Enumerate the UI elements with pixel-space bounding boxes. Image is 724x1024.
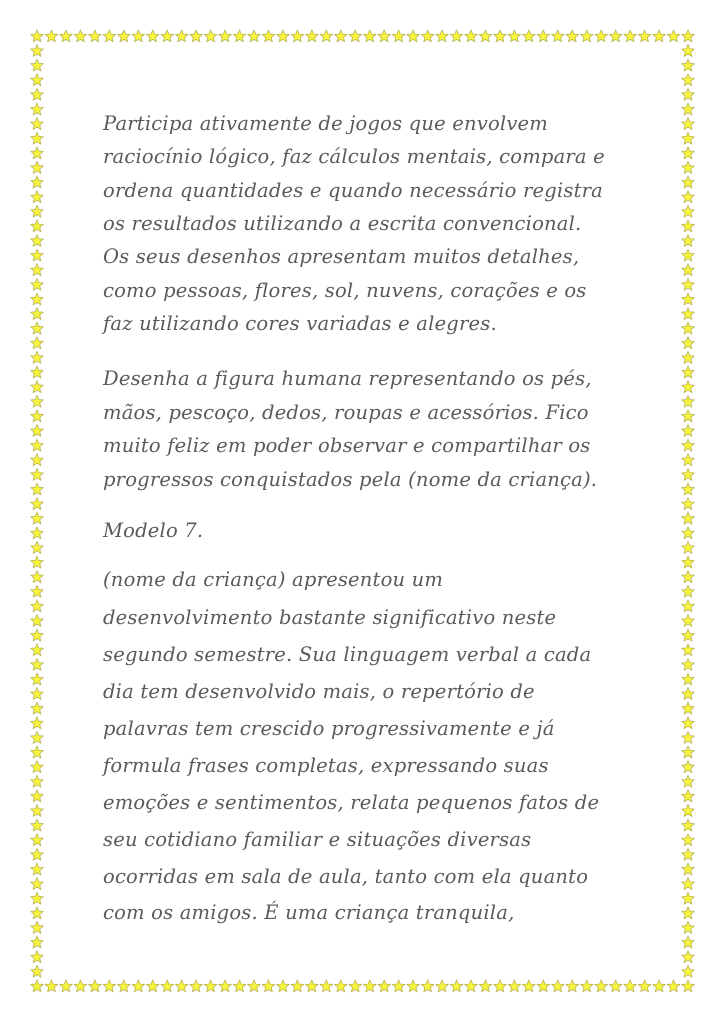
star-icon <box>682 395 695 407</box>
star-icon <box>89 30 102 42</box>
star-icon <box>609 30 622 42</box>
star-icon <box>682 834 695 846</box>
star-icon <box>31 878 44 890</box>
star-icon <box>682 629 695 641</box>
star-icon <box>31 351 44 363</box>
text-line: ordena quantidades e quando necessário registra <box>103 179 603 202</box>
star-icon <box>682 264 695 276</box>
star-icon <box>31 541 44 553</box>
star-icon <box>89 980 102 992</box>
star-icon <box>682 571 695 583</box>
star-icon <box>31 88 44 100</box>
star-icon <box>682 293 695 305</box>
star-icon <box>682 848 695 860</box>
text-line: como pessoas, flores, sol, nuvens, corações e os <box>103 279 587 302</box>
star-icon <box>31 644 44 656</box>
star-icon <box>682 366 695 378</box>
star-icon <box>349 30 362 42</box>
star-icon <box>190 30 203 42</box>
star-icon <box>31 220 44 232</box>
star-icon <box>638 980 651 992</box>
star-icon <box>580 980 593 992</box>
star-icon <box>175 30 188 42</box>
star-icon <box>31 366 44 378</box>
star-icon <box>31 454 44 466</box>
star-icon <box>682 45 695 57</box>
star-icon <box>609 980 622 992</box>
star-icon <box>682 147 695 159</box>
star-icon <box>349 980 362 992</box>
star-icon <box>682 600 695 612</box>
star-icon <box>682 688 695 700</box>
star-icon <box>31 819 44 831</box>
star-icon <box>682 88 695 100</box>
star-icon <box>682 103 695 115</box>
star-icon <box>31 293 44 305</box>
text-line: dia tem desenvolvido mais, o repertório de <box>103 680 535 703</box>
star-icon <box>31 439 44 451</box>
star-icon <box>31 322 44 334</box>
star-icon <box>31 951 44 963</box>
star-icon <box>175 980 188 992</box>
star-icon <box>306 980 319 992</box>
star-icon <box>682 59 695 71</box>
star-icon <box>479 980 492 992</box>
star-icon <box>682 308 695 320</box>
star-icon <box>682 658 695 670</box>
star-icon <box>682 468 695 480</box>
star-icon <box>31 585 44 597</box>
star-icon <box>45 30 58 42</box>
star-icon <box>682 527 695 539</box>
star-icon <box>306 30 319 42</box>
star-icon <box>31 731 44 743</box>
star-icon <box>74 30 87 42</box>
star-icon <box>682 322 695 334</box>
star-icon <box>682 790 695 802</box>
star-icon <box>248 30 261 42</box>
star-icon <box>407 30 420 42</box>
text-line: ocorridas em sala de aula, tanto com ela quanto <box>103 865 589 888</box>
star-icon <box>219 980 232 992</box>
star-icon <box>233 30 246 42</box>
star-icon <box>421 980 434 992</box>
star-icon <box>31 235 44 247</box>
star-icon <box>204 980 217 992</box>
star-icon <box>146 980 159 992</box>
star-icon <box>31 936 44 948</box>
star-icon <box>31 483 44 495</box>
star-icon <box>682 351 695 363</box>
star-icon <box>682 878 695 890</box>
text-line: mãos, pescoço, dedos, roupas e acessórios. Fico <box>103 401 589 424</box>
star-icon <box>190 980 203 992</box>
star-icon <box>682 118 695 130</box>
star-icon <box>508 980 521 992</box>
star-icon <box>31 702 44 714</box>
star-icon <box>291 980 304 992</box>
star-icon <box>31 410 44 422</box>
star-icon <box>31 249 44 261</box>
star-icon <box>682 644 695 656</box>
text-line: emoções e sentimentos, relata pequenos fatos de <box>103 791 600 814</box>
star-icon <box>392 30 405 42</box>
star-icon <box>31 59 44 71</box>
star-icon <box>146 30 159 42</box>
text-line: Desenha a figura humana representando os pés, <box>103 367 592 390</box>
star-icon <box>552 30 565 42</box>
star-icon <box>277 30 290 42</box>
star-icon <box>682 30 695 42</box>
text-line: muito feliz em poder observar e compartilhar os <box>103 434 591 457</box>
star-icon <box>682 556 695 568</box>
star-icon <box>682 132 695 144</box>
star-icon <box>31 717 44 729</box>
star-icon <box>653 980 666 992</box>
star-icon <box>624 980 637 992</box>
text-line: com os amigos. É uma criança tranquila, <box>103 901 515 924</box>
text-line: desenvolvimento bastante significativo neste <box>103 606 557 629</box>
text-line: progressos conquistados pela (nome da criança). <box>103 468 598 491</box>
star-icon <box>523 30 536 42</box>
section-title: Modelo 7. <box>103 519 204 542</box>
star-icon <box>320 980 333 992</box>
star-icon <box>31 337 44 349</box>
star-icon <box>31 176 44 188</box>
star-icon <box>682 161 695 173</box>
text-line: seu cotidiano familiar e situações diversas <box>103 828 532 851</box>
star-icon <box>682 249 695 261</box>
star-icon <box>320 30 333 42</box>
star-icon <box>537 30 550 42</box>
star-icon <box>31 921 44 933</box>
star-icon <box>580 30 593 42</box>
star-icon <box>667 980 680 992</box>
star-icon <box>31 688 44 700</box>
star-icon <box>31 147 44 159</box>
star-icon <box>682 936 695 948</box>
star-icon <box>682 775 695 787</box>
star-icon <box>31 425 44 437</box>
star-icon <box>653 30 666 42</box>
star-icon <box>378 980 391 992</box>
star-icon <box>233 980 246 992</box>
star-icon <box>31 74 44 86</box>
star-icon <box>682 615 695 627</box>
star-icon <box>31 746 44 758</box>
star-icon <box>31 308 44 320</box>
star-icon <box>465 30 478 42</box>
star-icon <box>31 527 44 539</box>
star-icon <box>682 731 695 743</box>
star-icon <box>132 980 145 992</box>
star-icon <box>682 176 695 188</box>
star-icon <box>682 819 695 831</box>
star-icon <box>682 439 695 451</box>
star-icon <box>31 965 44 977</box>
star-icon <box>363 30 376 42</box>
star-icon <box>682 483 695 495</box>
star-icon <box>682 381 695 393</box>
star-icon <box>363 980 376 992</box>
star-icon <box>494 30 507 42</box>
star-icon <box>262 980 275 992</box>
text-line: Os seus desenhos apresentam muitos detalhes, <box>103 245 580 268</box>
star-icon <box>31 629 44 641</box>
star-icon <box>682 921 695 933</box>
star-icon <box>682 965 695 977</box>
star-icon <box>682 702 695 714</box>
star-icon <box>262 30 275 42</box>
star-icon <box>31 615 44 627</box>
star-icon <box>31 775 44 787</box>
star-icon <box>31 571 44 583</box>
star-icon <box>682 191 695 203</box>
star-icon <box>31 761 44 773</box>
star-icon <box>682 235 695 247</box>
star-icon <box>31 834 44 846</box>
star-icon <box>407 980 420 992</box>
star-icon <box>132 30 145 42</box>
star-icon <box>450 980 463 992</box>
star-icon <box>682 805 695 817</box>
star-icon <box>378 30 391 42</box>
star-icon <box>436 30 449 42</box>
star-icon <box>682 951 695 963</box>
star-icon <box>566 30 579 42</box>
star-icon <box>31 45 44 57</box>
star-icon <box>31 498 44 510</box>
star-icon <box>624 30 637 42</box>
star-icon <box>161 30 174 42</box>
star-icon <box>682 74 695 86</box>
star-icon <box>494 980 507 992</box>
star-icon <box>74 980 87 992</box>
text-line: (nome da criança) apresentou um <box>103 568 444 591</box>
star-icon <box>277 980 290 992</box>
star-icon <box>31 30 44 42</box>
star-icon <box>682 454 695 466</box>
text-line: Participa ativamente de jogos que envolvem <box>103 112 548 135</box>
star-icon <box>682 541 695 553</box>
text-line: segundo semestre. Sua linguagem verbal a cada <box>103 643 592 666</box>
star-icon <box>566 980 579 992</box>
star-icon <box>31 805 44 817</box>
star-icon <box>682 278 695 290</box>
star-icon <box>335 30 348 42</box>
star-icon <box>682 673 695 685</box>
star-icon <box>682 717 695 729</box>
star-icon <box>31 395 44 407</box>
star-icon <box>682 746 695 758</box>
text-line: raciocínio lógico, faz cálculos mentais, compara e <box>103 145 605 168</box>
star-icon <box>523 980 536 992</box>
text-line: formula frases completas, expressando suas <box>103 754 549 777</box>
text-line: palavras tem crescido progressivamente e já <box>103 717 555 740</box>
star-icon <box>682 205 695 217</box>
star-icon <box>31 600 44 612</box>
star-icon <box>682 907 695 919</box>
star-icon <box>638 30 651 42</box>
star-icon <box>45 980 58 992</box>
star-icon <box>31 556 44 568</box>
star-icon <box>595 980 608 992</box>
star-icon <box>682 863 695 875</box>
star-icon <box>219 30 232 42</box>
star-icon <box>682 498 695 510</box>
star-icon <box>682 220 695 232</box>
star-icon <box>31 790 44 802</box>
star-icon <box>31 132 44 144</box>
star-icon <box>450 30 463 42</box>
star-icon <box>103 30 116 42</box>
star-icon <box>118 30 131 42</box>
star-icon <box>31 468 44 480</box>
star-icon <box>682 425 695 437</box>
text-line: os resultados utilizando a escrita convencional. <box>103 212 582 235</box>
star-icon <box>31 118 44 130</box>
star-icon <box>31 264 44 276</box>
star-icon <box>31 278 44 290</box>
star-icon <box>161 980 174 992</box>
star-icon <box>60 980 73 992</box>
star-icon <box>392 980 405 992</box>
star-icon <box>31 161 44 173</box>
star-icon <box>31 980 44 992</box>
star-icon <box>682 761 695 773</box>
star-icon <box>60 30 73 42</box>
star-icon <box>204 30 217 42</box>
star-icon <box>682 892 695 904</box>
star-icon <box>248 980 261 992</box>
star-icon <box>421 30 434 42</box>
star-icon <box>682 585 695 597</box>
star-icon <box>465 980 478 992</box>
star-icon <box>31 892 44 904</box>
star-icon <box>31 907 44 919</box>
star-icon <box>31 863 44 875</box>
star-icon <box>436 980 449 992</box>
star-icon <box>118 980 131 992</box>
text-line: faz utilizando cores variadas e alegres. <box>103 312 497 335</box>
star-icon <box>682 337 695 349</box>
star-icon <box>31 205 44 217</box>
star-icon <box>31 381 44 393</box>
star-icon <box>667 30 680 42</box>
star-icon <box>31 103 44 115</box>
star-icon <box>682 410 695 422</box>
star-icon <box>552 980 565 992</box>
star-icon <box>508 30 521 42</box>
star-icon <box>537 980 550 992</box>
star-icon <box>31 848 44 860</box>
star-icon <box>595 30 608 42</box>
star-icon <box>479 30 492 42</box>
star-icon <box>103 980 116 992</box>
star-icon <box>31 512 44 524</box>
star-icon <box>335 980 348 992</box>
star-icon <box>682 512 695 524</box>
star-icon <box>31 191 44 203</box>
star-icon <box>31 658 44 670</box>
star-icon <box>31 673 44 685</box>
star-icon <box>291 30 304 42</box>
star-icon <box>682 980 695 992</box>
